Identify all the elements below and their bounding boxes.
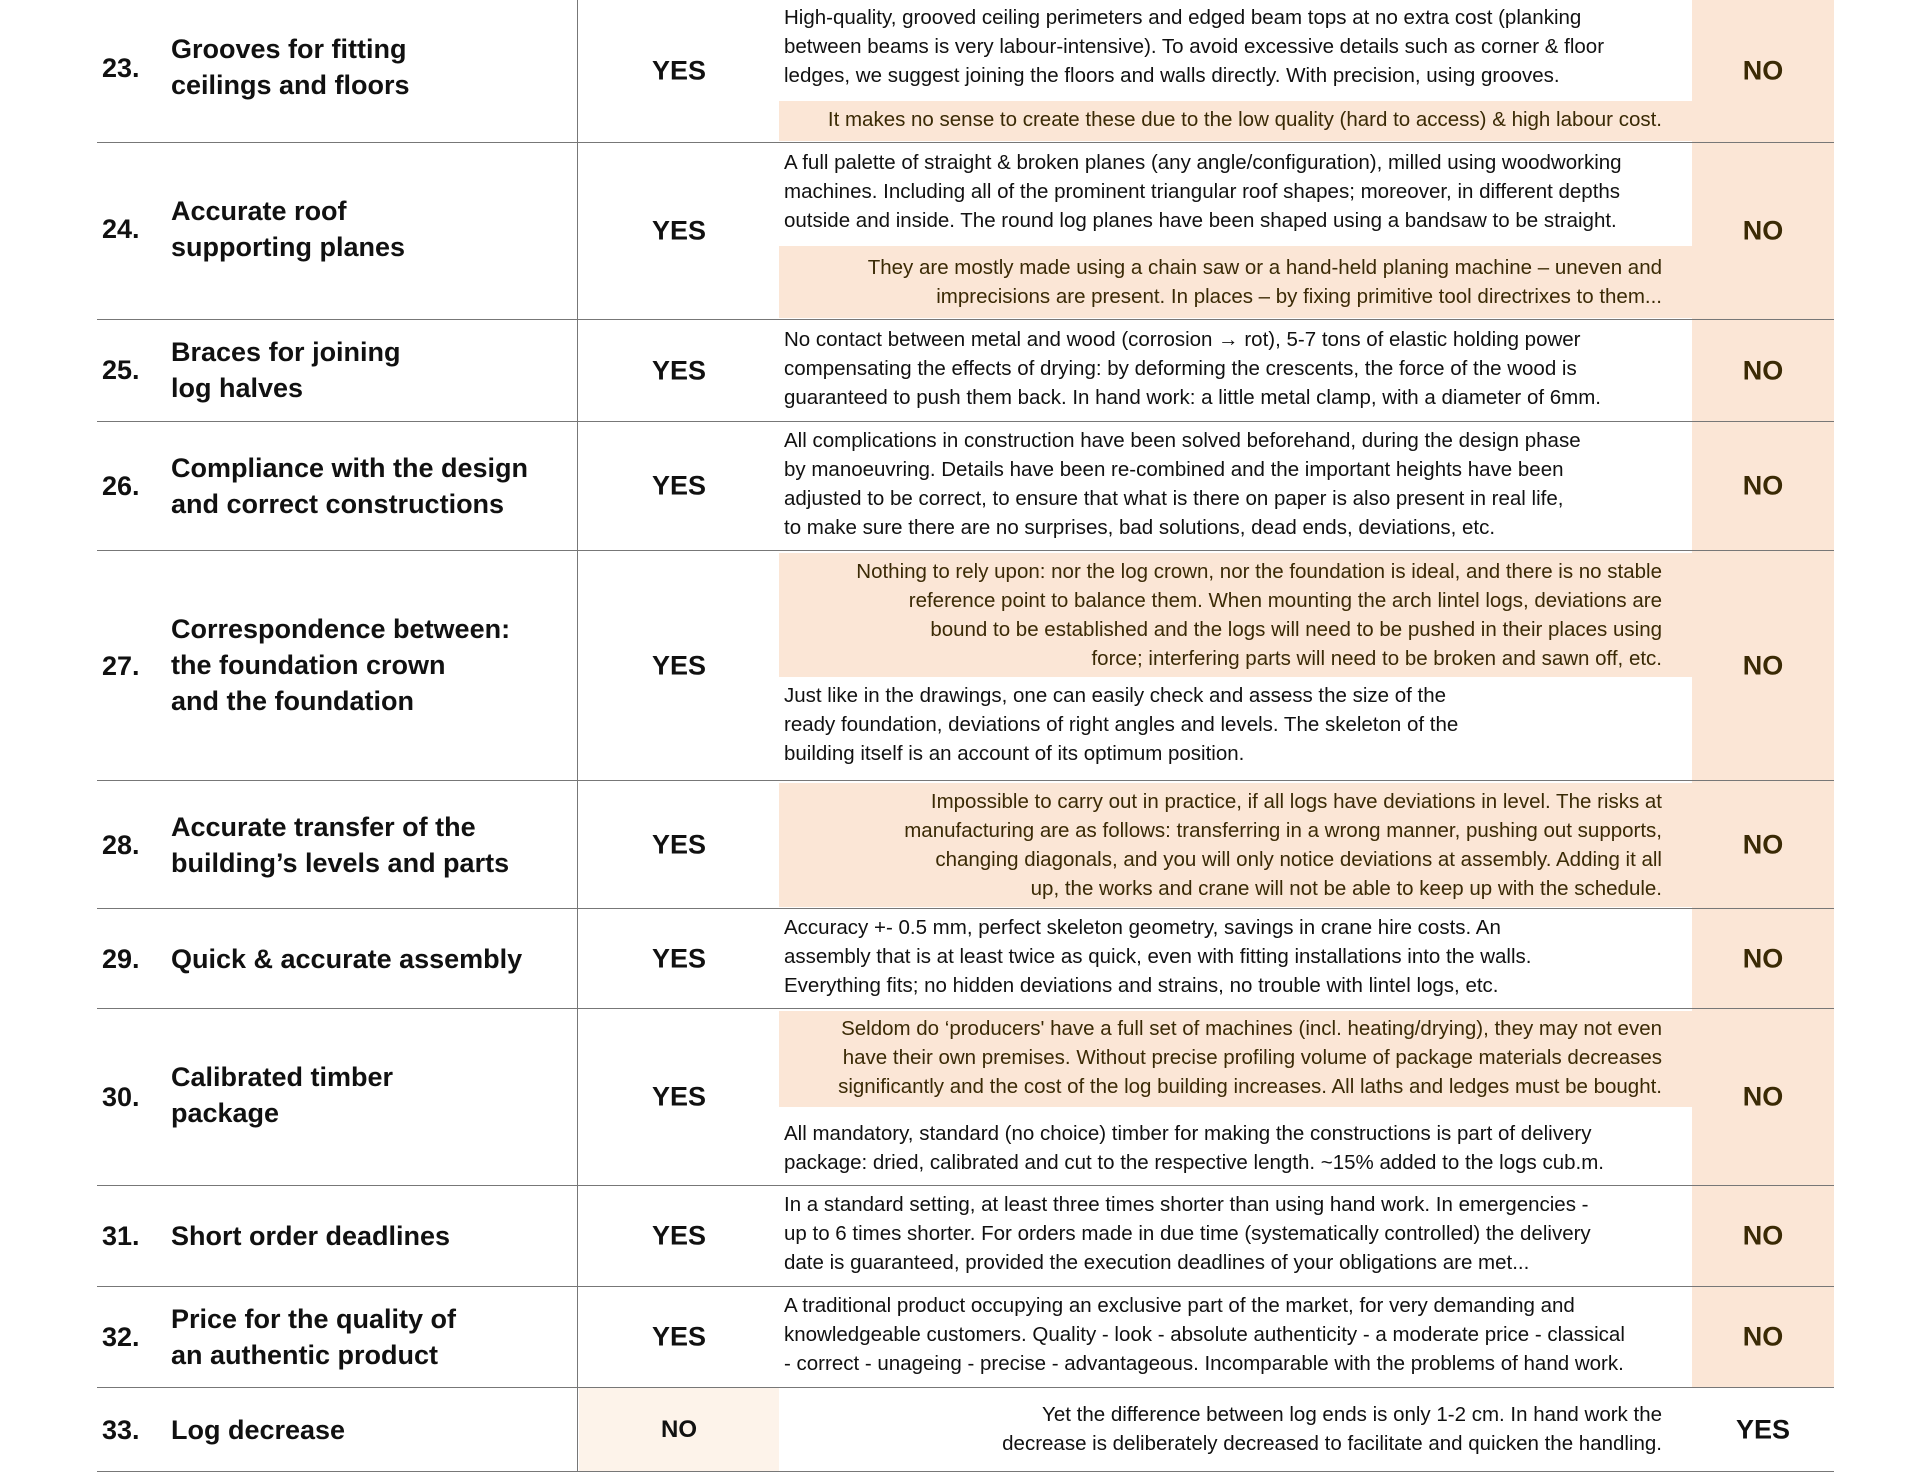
row-number: 28. [102,830,140,860]
them-value: NO [1692,143,1834,319]
row-number: 23. [102,53,140,83]
row-number: 30. [102,1082,140,1112]
row-title: Calibrated timber package [171,1062,394,1128]
row-title: Short order deadlines [171,1221,451,1251]
them-value: NO [1692,320,1834,421]
table-row [97,909,1834,1009]
row-number: 26. [102,471,140,501]
us-description: No contact between metal and wood (corrosion → rot), 5-7 tons of elastic holding power compensating the effects of drying: by deforming the crescents, the force of the wood is guaranteed to push them back. In hand work: a little metal clamp, with a diameter of 6mm. [779,325,1692,417]
table-row [97,781,1834,909]
us-value: YES [651,55,707,86]
row-title: Grooves for fitting ceilings and floors [171,34,410,100]
row-title: Braces for joining log halves [171,337,401,403]
table-row [97,320,1834,422]
us-value: YES [651,355,707,385]
table-row [97,1009,1834,1186]
us-description: A full palette of straight & broken planes (any angle/configuration), milled using woodworking machines. Including all of the prominent triangular roof shapes; moreover, in different depths outside and inside. The round log planes have been shaped using a bandsaw to be straight. [779,148,1692,244]
row-number: 29. [102,944,140,974]
row-number: 24. [102,214,140,244]
us-value: YES [651,215,707,246]
us-value: YES [651,1081,707,1112]
them-value: NO [1692,1186,1834,1286]
row-title: Accurate roof supporting planes [171,196,406,262]
them-value: YES [1735,1414,1791,1444]
table-row [97,1186,1834,1287]
row-title: Accurate transfer of the building’s levels and parts [171,812,510,878]
row-number: 25. [102,355,140,385]
them-value: NO [1692,781,1834,908]
us-value: NO [579,1388,779,1471]
them-description: They are mostly made using a chain saw or a hand-held planing machine – uneven and imprecisions are present. In places – by fixing primitive tool directrixes to them... [779,246,1692,318]
table-row [97,0,1834,143]
them-value: NO [1692,1009,1834,1185]
us-description: All complications in construction have been solved beforehand, during the design phase by manoeuvring. Details have been re-combined and the important heights have been adjusted to be correct, to ensure that what is there on paper is also present in real life, to make sure there are no surprises, bad solutions, dead ends, deviations, etc. [779,426,1692,546]
us-description: In a standard setting, at least three times shorter than using hand work. In emergencies - up to 6 times shorter. For orders made in due time (systematically controlled) the delivery date is guaranteed, provided the execution deadlines of your obligations are met... [779,1190,1692,1282]
us-value: YES [651,470,707,501]
us-value: YES [651,1220,707,1251]
table-row [97,1388,1834,1472]
us-value: YES [651,650,707,680]
row-title: Correspondence between: the foundation crown and the foundation [171,614,511,716]
them-description: Yet the difference between log ends is only 1-2 cm. In hand work the decrease is deliberately decreased to facilitate and quicken the handling. [779,1400,1692,1460]
table-row [97,422,1834,551]
them-value: NO [1692,422,1834,550]
them-description: Seldom do ‘producers' have a full set of machines (incl. heating/drying), they may not even have their own premises. Without precise profiling volume of package materials decreases significantly and the cost of the log building increases. All laths and ledges must be bought. [779,1011,1692,1107]
them-description: It makes no sense to create these due to the low quality (hard to access) & high labour cost. [779,101,1692,141]
row-title: Compliance with the design and correct constructions [171,453,529,519]
them-description: Impossible to carry out in practice, if all logs have deviations in level. The risks at manufacturing are as follows: transferring in a wrong manner, pushing out supports, changing diagonals, and you will only notice deviations at assembly. Adding it all up, the works and crane will not be able to keep up with the schedule. [779,783,1692,907]
row-title: Log decrease [171,1415,346,1445]
them-value: NO [1692,551,1834,780]
us-description: Accuracy +- 0.5 mm, perfect skeleton geometry, savings in crane hire costs. An assembly that is at least twice as quick, even with fitting installations into the walls. Everything fits; no hidden deviations and strains, no trouble with lintel logs, etc. [779,913,1692,1005]
row-title: Quick & accurate assembly [171,944,523,974]
us-description: A traditional product occupying an exclusive part of the market, for very demanding and knowledgeable customers. Quality - look - absolute authenticity - a moderate price - classical - correct - unageing - precise - advantageous. Incomparable with the problems of hand work. [779,1291,1692,1383]
row-number: 32. [102,1322,140,1352]
row-number: 33. [102,1415,140,1445]
them-value: NO [1692,909,1834,1008]
us-value: YES [651,943,707,973]
row-title: Price for the quality of an authentic product [171,1304,457,1370]
table-row [97,143,1834,320]
us-description: High-quality, grooved ceiling perimeters and edged beam tops at no extra cost (planking between beams is very labour-intensive). To avoid excessive details such as corner & floor ledges, we suggest joining the floors and walls directly. With precision, using grooves. [779,3,1692,99]
us-description: All mandatory, standard (no choice) timber for making the constructions is part of delivery package: dried, calibrated and cut to the respective length. ~15% added to the logs cub.m. [779,1119,1692,1183]
them-value: NO [1692,1287,1834,1387]
us-value: YES [651,1321,707,1352]
row-number: 27. [102,651,140,681]
us-value: YES [651,829,707,859]
us-description: Just like in the drawings, one can easily check and assess the size of the ready foundation, deviations of right angles and levels. The skeleton of the building itself is an account of its optimum position. [779,681,1692,777]
table-row [97,551,1834,781]
them-value: NO [1692,0,1834,142]
them-description: Nothing to rely upon: nor the log crown, nor the foundation is ideal, and there is no stable reference point to balance them. When mounting the arch lintel logs, deviations are bound to be established and the logs will need to be pushed in their places using force; interfering parts will need to be broken and sawn off, etc. [779,553,1692,677]
table-row [97,1287,1834,1388]
row-number: 31. [102,1221,140,1251]
